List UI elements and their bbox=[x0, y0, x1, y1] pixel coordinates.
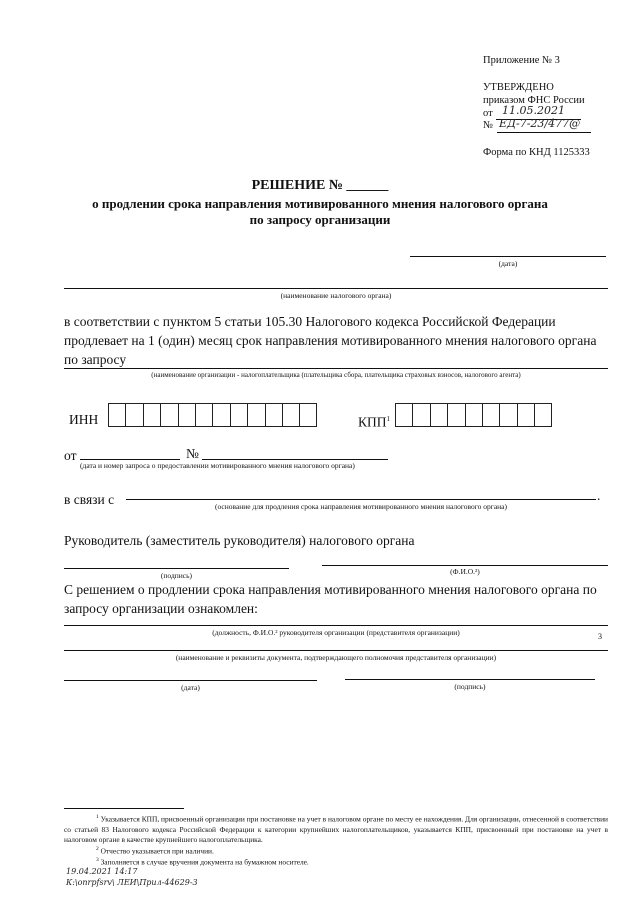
kpp-cell[interactable] bbox=[430, 403, 447, 427]
kpp-cell[interactable] bbox=[499, 403, 516, 427]
kpp-cell[interactable] bbox=[395, 403, 412, 427]
ack-date-line[interactable] bbox=[64, 680, 317, 681]
order-number-handwritten: ЕД-7-23/477@ bbox=[499, 117, 581, 130]
tax-authority-caption: (наименование налогового органа) bbox=[280, 291, 392, 300]
approved-label: УТВЕРЖДЕНО bbox=[483, 82, 554, 93]
document-subtitle-line2: по запросу организации bbox=[249, 212, 391, 227]
authority-document-caption: (наименование и реквизиты документа, подтверждающего полномочия представителя организации) bbox=[175, 653, 497, 662]
request-date-label: от bbox=[64, 448, 77, 463]
acquainted-text: С решением о продлении срока направления мотивированного мнения налогового органа по запросу организации ознакомлен: bbox=[64, 582, 597, 616]
inn-cell[interactable] bbox=[247, 403, 264, 427]
order-label: приказом ФНС России bbox=[483, 95, 585, 106]
due-to-label: в связи с bbox=[64, 492, 115, 507]
date-field-line[interactable] bbox=[410, 256, 606, 257]
kpp-cell[interactable] bbox=[412, 403, 429, 427]
organization-field-line[interactable] bbox=[64, 368, 608, 369]
head-fio-line[interactable] bbox=[322, 565, 608, 566]
tax-authority-field-line[interactable] bbox=[64, 288, 608, 289]
inn-cell[interactable] bbox=[212, 403, 229, 427]
print-timestamp: 19.04.2021 14:17 bbox=[66, 867, 138, 876]
reason-field-line[interactable] bbox=[126, 499, 596, 500]
date-caption: (дата) bbox=[498, 259, 518, 268]
footnote-separator bbox=[64, 808, 184, 809]
appendix-label: Приложение № 3 bbox=[483, 55, 560, 66]
kpp-cell[interactable] bbox=[517, 403, 534, 427]
order-date-handwritten: 11.05.2021 bbox=[502, 104, 565, 117]
kpp-cell[interactable] bbox=[482, 403, 499, 427]
kpp-label: КПП$^1$ bbox=[358, 414, 391, 430]
request-date-field[interactable] bbox=[80, 459, 180, 460]
document-title: РЕШЕНИЕ № ______ bbox=[251, 178, 389, 193]
head-signature-line[interactable] bbox=[64, 568, 289, 569]
head-label: Руководитель (заместитель руководителя) налогового органа bbox=[64, 533, 415, 548]
file-path-stamp: К:\onrpfsrv\ ЛЕИ\Прил-44629-3 bbox=[66, 878, 198, 887]
head-signature-caption: (подпись) bbox=[160, 571, 193, 580]
inn-cell[interactable] bbox=[108, 403, 125, 427]
head-fio-caption: (Ф.И.О.²) bbox=[450, 567, 480, 576]
decision-paragraph: в соответствии с пунктом 5 статьи 105.30 Налогового кодекса Российской Федерации продлевает на 1 (один) месяц срок направления мотивированного мнения налогового органа по запросу bbox=[64, 314, 597, 367]
request-number-label: № bbox=[186, 446, 199, 461]
document-subtitle-line1: о продлении срока направления мотивированного мнения налогового органа bbox=[92, 196, 548, 211]
reason-caption: (основание для продления срока направления мотивированного мнения налогового органа) bbox=[214, 502, 507, 511]
inn-cell[interactable] bbox=[125, 403, 142, 427]
inn-cell[interactable] bbox=[299, 403, 316, 427]
ack-signature-line[interactable] bbox=[345, 679, 595, 680]
order-number-label: № bbox=[483, 120, 494, 131]
inn-cells[interactable] bbox=[108, 403, 317, 427]
inn-label: ИНН bbox=[69, 412, 99, 427]
request-caption: (дата и номер запроса о предоставлении мотивированного мнения налогового органа) bbox=[80, 461, 355, 470]
position-fio-caption: (должность, Ф.И.О.² руководителя организации (представителя организации) bbox=[212, 628, 460, 637]
kpp-cells[interactable] bbox=[395, 403, 552, 427]
inn-cell[interactable] bbox=[160, 403, 177, 427]
inn-cell[interactable] bbox=[195, 403, 212, 427]
inn-cell[interactable] bbox=[143, 403, 160, 427]
request-number-field[interactable] bbox=[202, 459, 388, 460]
footnote-1: $^1$ Указывается КПП, присвоенный организации при постановке на учет в налоговом органе по месту ее нахождения. Для организации, отнесенной в соответствии со статьей 83 Налогового кодекса Российской Федерации к категории крупнейших налогоплательщиков, указывается КПП, присвоенный при постановке на учет в налоговом органе в качестве крупнейшего налогоплательщика. bbox=[64, 814, 608, 845]
reason-period: . bbox=[597, 488, 601, 503]
position-fio-line[interactable] bbox=[64, 625, 608, 626]
inn-cell[interactable] bbox=[230, 403, 247, 427]
kpp-cell[interactable] bbox=[447, 403, 464, 427]
inn-cell[interactable] bbox=[265, 403, 282, 427]
footnote-3: $^3$ Заполняется в случае вручения документа на бумажном носителе. bbox=[96, 857, 309, 867]
footnote-ref-3: 3 bbox=[598, 632, 602, 641]
organization-caption: (наименование организации - налогоплательщика (плательщика сбора, плательщика страховых взносов, налогового агента) bbox=[151, 371, 521, 379]
ack-signature-caption: (подпись) bbox=[454, 682, 486, 691]
authority-document-line[interactable] bbox=[64, 650, 608, 651]
footnote-2: $^2$ Отчество указывается при наличии. bbox=[96, 846, 214, 856]
ack-date-caption: (дата) bbox=[181, 683, 200, 692]
inn-cell[interactable] bbox=[282, 403, 299, 427]
kpp-cell[interactable] bbox=[534, 403, 551, 427]
order-date-label: от bbox=[483, 108, 493, 119]
kpp-cell[interactable] bbox=[465, 403, 482, 427]
form-code: Форма по КНД 1125333 bbox=[483, 147, 590, 158]
inn-cell[interactable] bbox=[178, 403, 195, 427]
